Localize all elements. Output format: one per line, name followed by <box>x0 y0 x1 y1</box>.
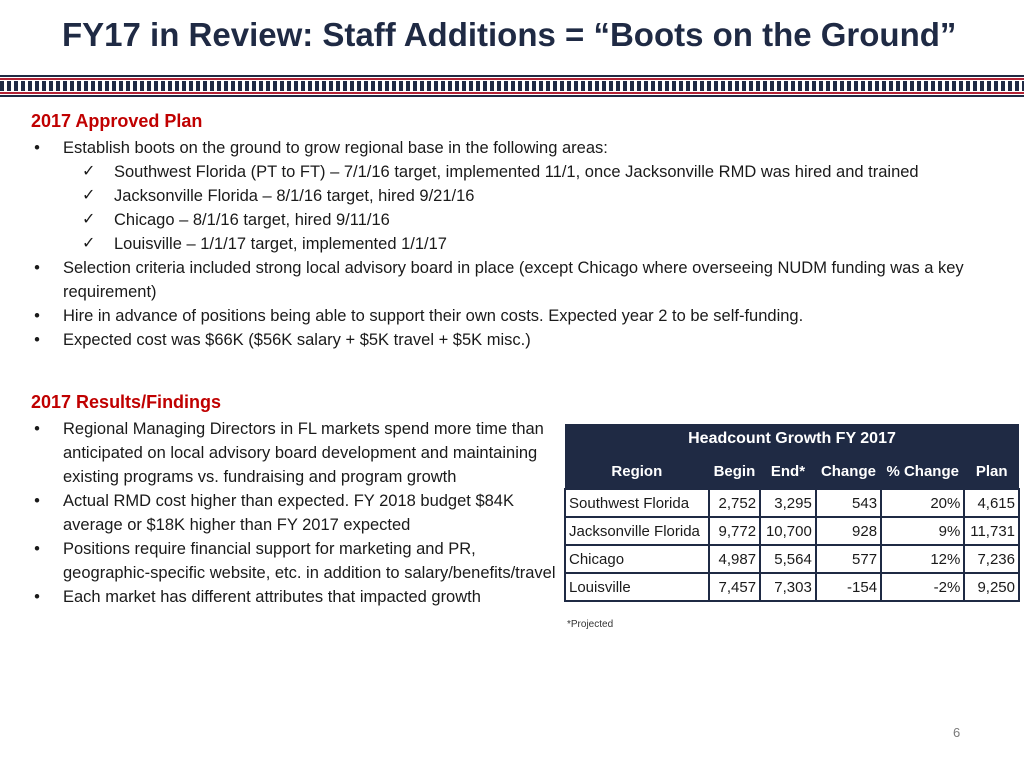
cell-change: 928 <box>816 517 881 545</box>
cell-plan: 7,236 <box>964 545 1019 573</box>
bullet-icon: • <box>34 492 40 510</box>
band-stripes <box>0 81 1024 91</box>
check-item-text: Southwest Florida (PT to FT) – 7/1/16 target, implemented 11/1, once Jacksonville RMD was hired and trained <box>114 163 919 181</box>
cell-pct-change: 9% <box>881 517 964 545</box>
check-item-text: Louisville – 1/1/17 target, implemented 1/1/17 <box>114 235 447 253</box>
cell-plan: 9,250 <box>964 573 1019 601</box>
list-item <box>31 136 1011 256</box>
cell-pct-change: 12% <box>881 545 964 573</box>
list-item <box>63 208 1011 232</box>
bullet-text: Hire in advance of positions being able to support their own costs. Expected year 2 to be self-funding. <box>63 307 804 325</box>
cell-end: 3,295 <box>760 489 816 517</box>
table-row <box>565 517 1019 545</box>
cell-begin: 2,752 <box>709 489 760 517</box>
checkmark-icon: ✓ <box>82 211 96 228</box>
headcount-table <box>564 424 1020 602</box>
cell-change: 577 <box>816 545 881 573</box>
page-number: 6 <box>953 725 961 740</box>
cell-plan: 4,615 <box>964 489 1019 517</box>
band-red-rule <box>0 78 1024 80</box>
cell-end: 5,564 <box>760 545 816 573</box>
decorative-stripe-band <box>0 75 1024 97</box>
bullet-icon: • <box>34 540 40 558</box>
table-row <box>565 545 1019 573</box>
slide-title: FY17 in Review: Staff Additions = “Boots on the Ground” <box>62 16 957 53</box>
table-row <box>565 573 1019 601</box>
cell-begin: 7,457 <box>709 573 760 601</box>
results-bullet-list <box>31 417 556 609</box>
list-item <box>63 232 1011 256</box>
cell-plan: 11,731 <box>964 517 1019 545</box>
list-item <box>31 585 556 609</box>
col-header-region: Region <box>565 454 709 489</box>
checkmark-icon: ✓ <box>82 235 96 252</box>
list-item <box>63 160 1011 184</box>
bullet-icon: • <box>34 420 40 438</box>
bullet-text: Regional Managing Directors in FL markets spend more time than anticipated on local advisory board development and maintaining existing programs vs. fundraising and program growth <box>63 420 544 486</box>
cell-pct-change: -2% <box>881 573 964 601</box>
band-bottom-line <box>0 95 1024 97</box>
cell-region: Chicago <box>565 545 709 573</box>
cell-change: 543 <box>816 489 881 517</box>
list-item <box>31 417 556 489</box>
list-item <box>31 256 1011 304</box>
list-item <box>31 537 556 585</box>
plan-check-list <box>63 160 1011 256</box>
band-top-line <box>0 75 1024 77</box>
plan-intro-text: Establish boots on the ground to grow regional base in the following areas: <box>63 139 608 157</box>
cell-end: 10,700 <box>760 517 816 545</box>
col-header-change: Change <box>816 454 881 489</box>
cell-pct-change: 20% <box>881 489 964 517</box>
bullet-icon: • <box>34 307 40 325</box>
bullet-icon: • <box>34 331 40 349</box>
bullet-text: Each market has different attributes that impacted growth <box>63 588 481 606</box>
list-item <box>31 489 556 537</box>
cell-region: Southwest Florida <box>565 489 709 517</box>
col-header-pct-change: % Change <box>881 454 964 489</box>
cell-change: -154 <box>816 573 881 601</box>
bullet-icon: • <box>34 588 40 606</box>
cell-begin: 9,772 <box>709 517 760 545</box>
cell-region: Louisville <box>565 573 709 601</box>
bullet-text: Selection criteria included strong local advisory board in place (except Chicago where overseeing NUDM funding was a key requirement) <box>63 259 964 301</box>
list-item <box>63 184 1011 208</box>
col-header-begin: Begin <box>709 454 760 489</box>
checkmark-icon: ✓ <box>82 187 96 204</box>
bullet-text: Positions require financial support for marketing and PR, geographic-specific website, etc. in addition to salary/benefits/travel <box>63 540 556 582</box>
bullet-icon: • <box>34 259 40 277</box>
checkmark-icon: ✓ <box>82 163 96 180</box>
check-item-text: Jacksonville Florida – 8/1/16 target, hired 9/21/16 <box>114 187 475 205</box>
bullet-icon: • <box>34 139 40 157</box>
plan-heading: 2017 Approved Plan <box>31 111 203 131</box>
table-caption: Headcount Growth FY 2017 <box>565 424 1019 454</box>
bullet-text: Expected cost was $66K ($56K salary + $5K travel + $5K misc.) <box>63 331 531 349</box>
col-header-end: End* <box>760 454 816 489</box>
band-red-rule-2 <box>0 92 1024 94</box>
cell-begin: 4,987 <box>709 545 760 573</box>
cell-region: Jacksonville Florida <box>565 517 709 545</box>
cell-end: 7,303 <box>760 573 816 601</box>
plan-bullet-list <box>31 136 1011 352</box>
col-header-plan: Plan <box>964 454 1019 489</box>
table-footnote: *Projected <box>567 619 614 630</box>
list-item <box>31 328 1011 352</box>
list-item <box>31 304 1011 328</box>
results-heading: 2017 Results/Findings <box>31 392 222 412</box>
check-item-text: Chicago – 8/1/16 target, hired 9/11/16 <box>114 211 390 229</box>
table-row <box>565 489 1019 517</box>
bullet-text: Actual RMD cost higher than expected. FY 2018 budget $84K average or $18K higher than FY 2017 expected <box>63 492 514 534</box>
